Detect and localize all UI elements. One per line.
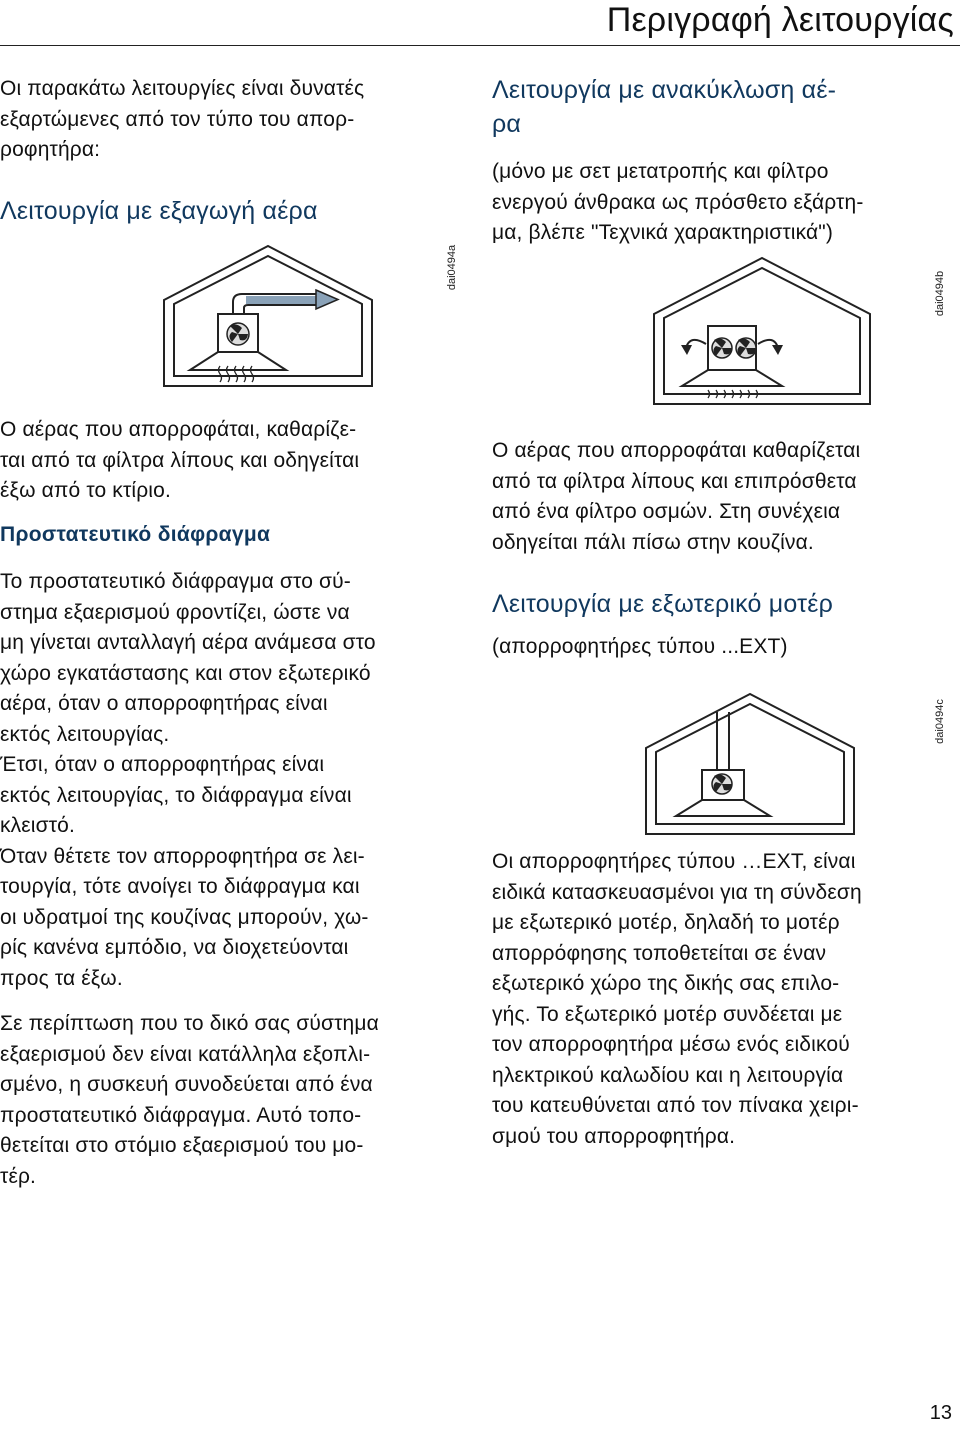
text-line: Σε περίπτωση που το δικό σας σύστημα <box>0 1012 379 1035</box>
external-motor-illustration <box>640 690 870 840</box>
text-line: ενεργού άνθρακα ως πρόσθετο εξάρτη- <box>492 190 864 214</box>
text-line: εκτός λειτουργίας, το διάφραγμα είναι <box>0 783 352 807</box>
text-line: εξαερισμού δεν είναι κατάλληλα εξοπλι- <box>0 1042 371 1066</box>
figure-code-c: dai0494c <box>933 699 946 744</box>
text-line: μη γίνεται ανταλλαγή αέρα ανάμεσα στο <box>0 631 376 654</box>
text-line: εξαρτώμενες από τον τύπο του απορ- <box>0 107 355 131</box>
text-line: τέρ. <box>0 1164 37 1188</box>
text-line: τον απορροφητήρα μέσω ενός ειδικού <box>492 1033 850 1056</box>
text-line: αέρα, όταν ο απορροφητήρας είναι <box>0 692 328 715</box>
page-header-title: Περιγραφή λειτουργίας <box>606 1 954 39</box>
exhaust-description <box>0 415 359 507</box>
page-number: 13 <box>929 1402 952 1424</box>
external-motor-note: (απορροφητήρες τύπου ...EXT) <box>492 635 788 658</box>
text-line: Οι παρακάτω λειτουργίες είναι δυνατές <box>0 77 365 100</box>
text-line: κλειστό. <box>0 814 75 837</box>
text-line: ηλεκτρικού καλωδίου και η λειτουργία <box>492 1063 844 1087</box>
text-line: Όταν θέτετε τον απορροφητήρα σε λει- <box>0 844 365 868</box>
text-line: από τα φίλτρα λίπους και επιπρόσθετα <box>492 469 857 493</box>
text-line: στημα εξαερισμού φροντίζει, ώστε να <box>0 600 350 624</box>
recirculation-mode-illustration <box>648 252 888 412</box>
text-line: ειδικά κατασκευασμένοι για τη σύνδεση <box>492 880 862 904</box>
text-line: θετείται στο στόμιο εξαερισμού του μο- <box>0 1134 364 1157</box>
text-line: προστατευτικό διάφραγμα. Αυτό τοπο- <box>0 1103 362 1127</box>
recirculation-note <box>492 157 863 249</box>
text-line: ρίς κανένα εμπόδιο, να διοχετεύονται <box>0 936 349 959</box>
text-line: μα, βλέπε "Τεχνικά χαρακτηριστικά") <box>492 221 834 244</box>
text-line: από ένα φίλτρο οσμών. Στη συνέχεια <box>492 500 841 523</box>
recirculation-heading <box>492 73 836 141</box>
text-line: του κατευθύνεται από τον πίνακα χειρι- <box>492 1094 859 1117</box>
exhaust-mode-heading: Λειτουργία με εξαγωγή αέρα <box>0 197 318 225</box>
text-line: έξω από το κτίριο. <box>0 479 171 502</box>
text-line: τουργία, τότε ανοίγει το διάφραγμα και <box>0 875 360 898</box>
external-motor-heading: Λειτουργία με εξωτερικό μοτέρ <box>492 590 834 618</box>
text-line: με εξωτερικό μοτέρ, δηλαδή το μοτέρ <box>492 911 840 934</box>
figure-code-a: dai0494a <box>446 244 459 291</box>
text-line: ροφητήρα: <box>0 138 101 161</box>
text-line: Οι απορροφητήρες τύπου …EXT, είναι <box>492 850 856 873</box>
text-line: Ο αέρας που απορροφάται καθαρίζεται <box>492 439 861 462</box>
text-line: ται από τα φίλτρα λίπους και οδηγείται <box>0 448 360 472</box>
text-line: σμού του απορροφητήρα. <box>492 1124 736 1148</box>
external-motor-description <box>492 847 862 1152</box>
diaphragm-paragraph-1 <box>0 567 376 994</box>
header-divider <box>0 45 960 46</box>
recirculation-description <box>492 436 860 558</box>
text-line: Το προστατευτικό διάφραγμα στο σύ- <box>0 570 351 593</box>
text-line: οι υδρατμοί της κουζίνας μπορούν, χω- <box>0 905 369 929</box>
diaphragm-heading: Προστατευτικό διάφραγμα <box>0 523 271 546</box>
diaphragm-paragraph-2 <box>0 1009 379 1192</box>
text-line: σμένο, η συσκευή συνοδεύεται από ένα <box>0 1073 373 1096</box>
heading-line: ρα <box>492 110 522 138</box>
figure-code-b: dai0494b <box>934 270 947 317</box>
text-line: εξωτερικό χώρο της δικής σας επιλο- <box>492 972 840 995</box>
text-line: οδηγείται πάλι πίσω στην κουζίνα. <box>492 530 814 554</box>
exhaust-mode-illustration <box>158 242 448 392</box>
heading-line: Λειτουργία με ανακύκλωση αέ- <box>492 76 837 104</box>
intro-paragraph <box>0 74 364 166</box>
text-line: γής. Το εξωτερικό μοτέρ συνδέεται με <box>492 1002 843 1026</box>
text-line: Ο αέρας που απορροφάται, καθαρίζε- <box>0 418 357 441</box>
text-line: εκτός λειτουργίας. <box>0 722 170 746</box>
text-line: προς τα έξω. <box>0 966 123 990</box>
text-line: απορρόφησης τοποθετείται σε έναν <box>492 941 827 965</box>
text-line: χώρο εγκατάστασης και στον εξωτερικό <box>0 661 371 685</box>
text-line: Έτσι, όταν ο απορροφητήρας είναι <box>0 753 325 776</box>
text-line: (μόνο με σετ μετατροπής και φίλτρο <box>492 160 829 183</box>
